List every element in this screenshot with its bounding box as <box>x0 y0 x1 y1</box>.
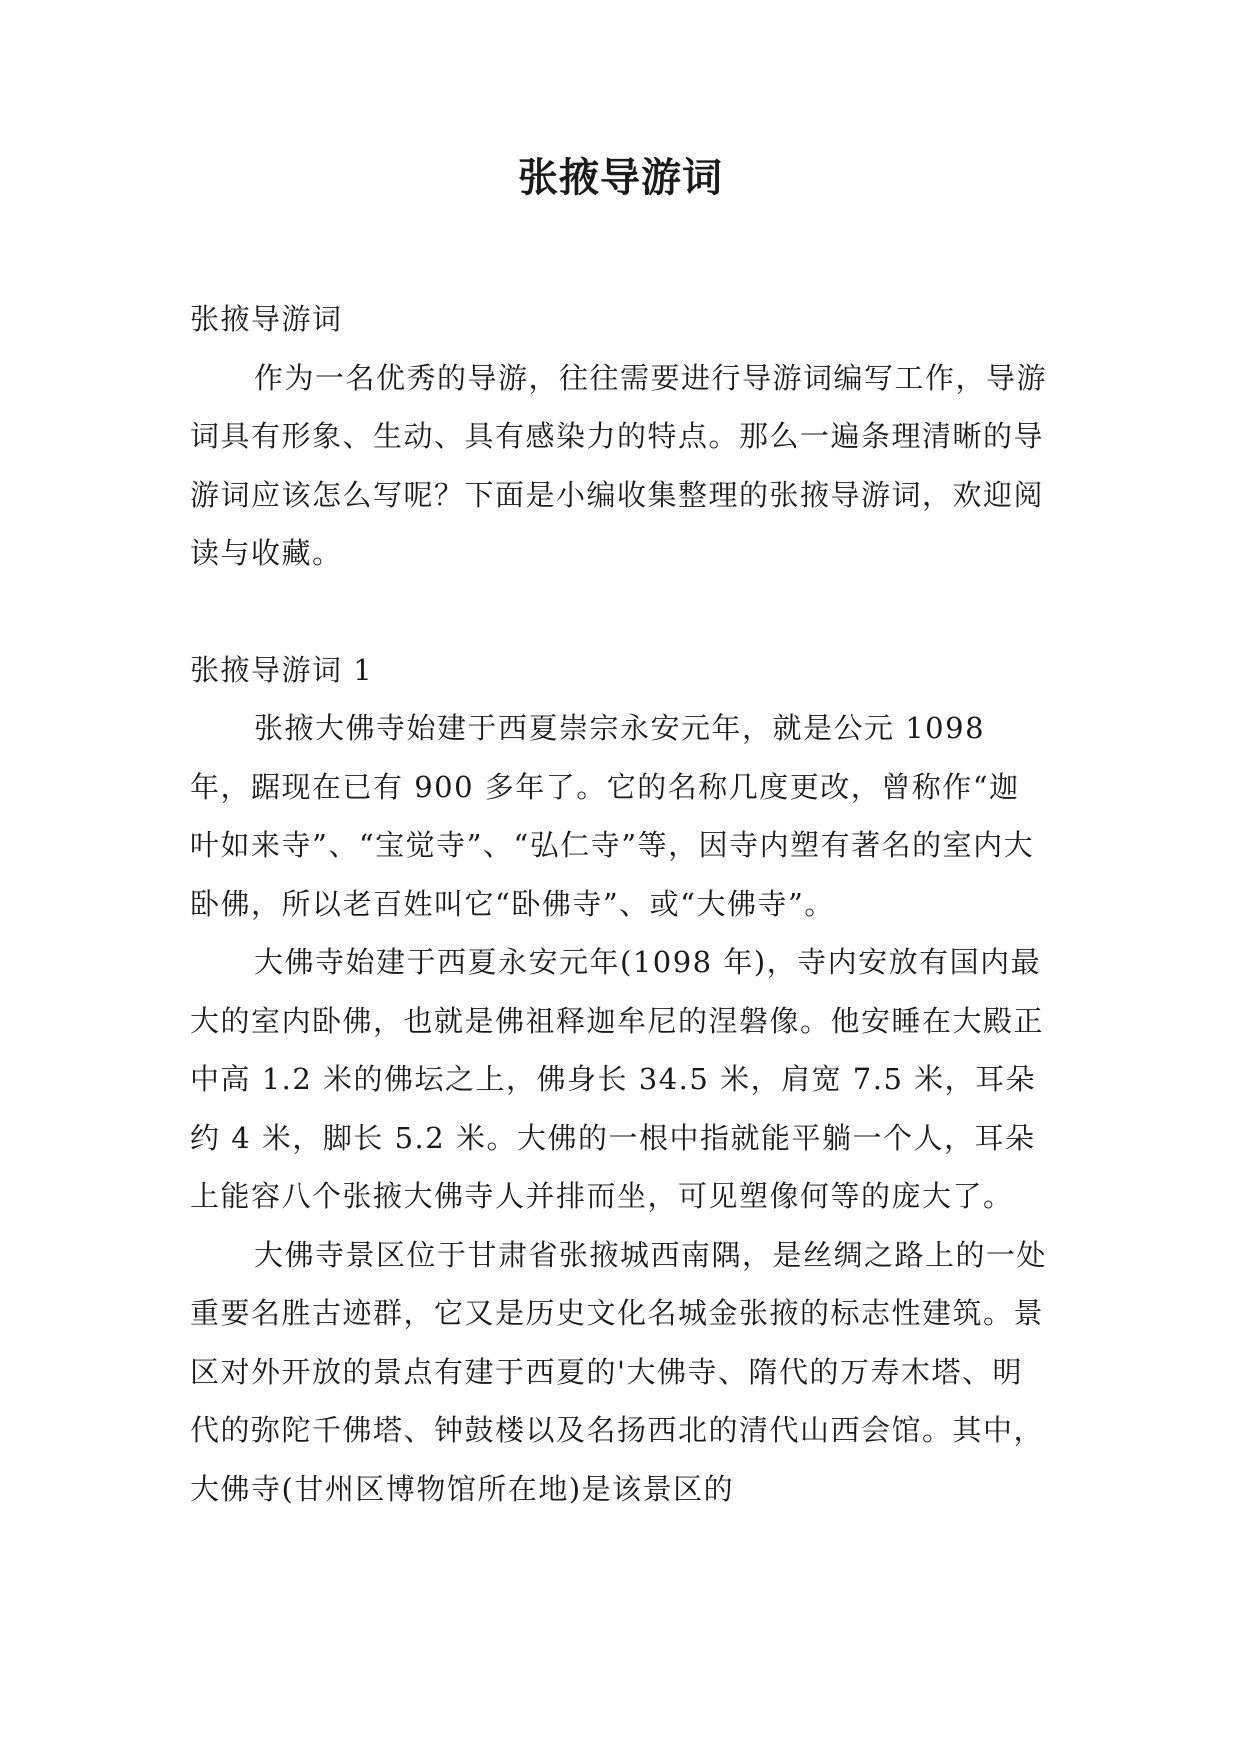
page-title: 张掖导游词 <box>518 155 723 201</box>
intro-heading: 张掖导游词 <box>190 302 343 336</box>
intro-paragraph: 作为一名优秀的导游，往往需要进行导游词编写工作，导游词具有形象、生动、具有感染力的特点。那么一遍条理清晰的导游词应该怎么写呢？下面是小编收集整理的张掖导游词，欢迎阅读与收藏。 <box>190 360 1048 570</box>
body-paragraph: 张掖大佛寺始建于西夏崇宗永安元年，就是公元 1098 年，踞现在已有 900 多年了。它的名称几度更改，曾称作“迦叶如来寺”、“宝觉寺”、“弘仁寺”等，因寺内塑有著名的室内大卧佛，所以老百姓叫它“卧佛寺”、或“大佛寺”。 <box>190 711 1035 921</box>
document-body <box>190 290 1050 1518</box>
body-paragraph: 大佛寺景区位于甘肃省张掖城西南隅，是丝绸之路上的一处重要名胜古迹群，它又是历史文化名城金张掖的标志性建筑。景区对外开放的景点有建于西夏的'大佛寺、隋代的万寿木塔、明代的弥陀千佛塔、钟鼓楼以及名扬西北的清代山西会馆。其中，大佛寺(甘州区博物馆所在地)是该景区的 <box>190 1237 1048 1506</box>
body-paragraph: 大佛寺始建于西夏永安元年(1098 年)，寺内安放有国内最大的室内卧佛，也就是佛祖释迦牟尼的涅磐像。他安睡在大殿正中高 1.2 米的佛坛之上，佛身长 34.5 米，肩宽 7.5 米，耳朵约 4 米，脚长 5.2 米。大佛的一根中指就能平躺一个人，耳朵上能容八个张掖大佛寺人并排而坐，可见塑像何等的庞大了。 <box>190 945 1045 1213</box>
section-heading: 张掖导游词 1 <box>190 652 374 687</box>
section-spacer <box>190 583 1050 641</box>
